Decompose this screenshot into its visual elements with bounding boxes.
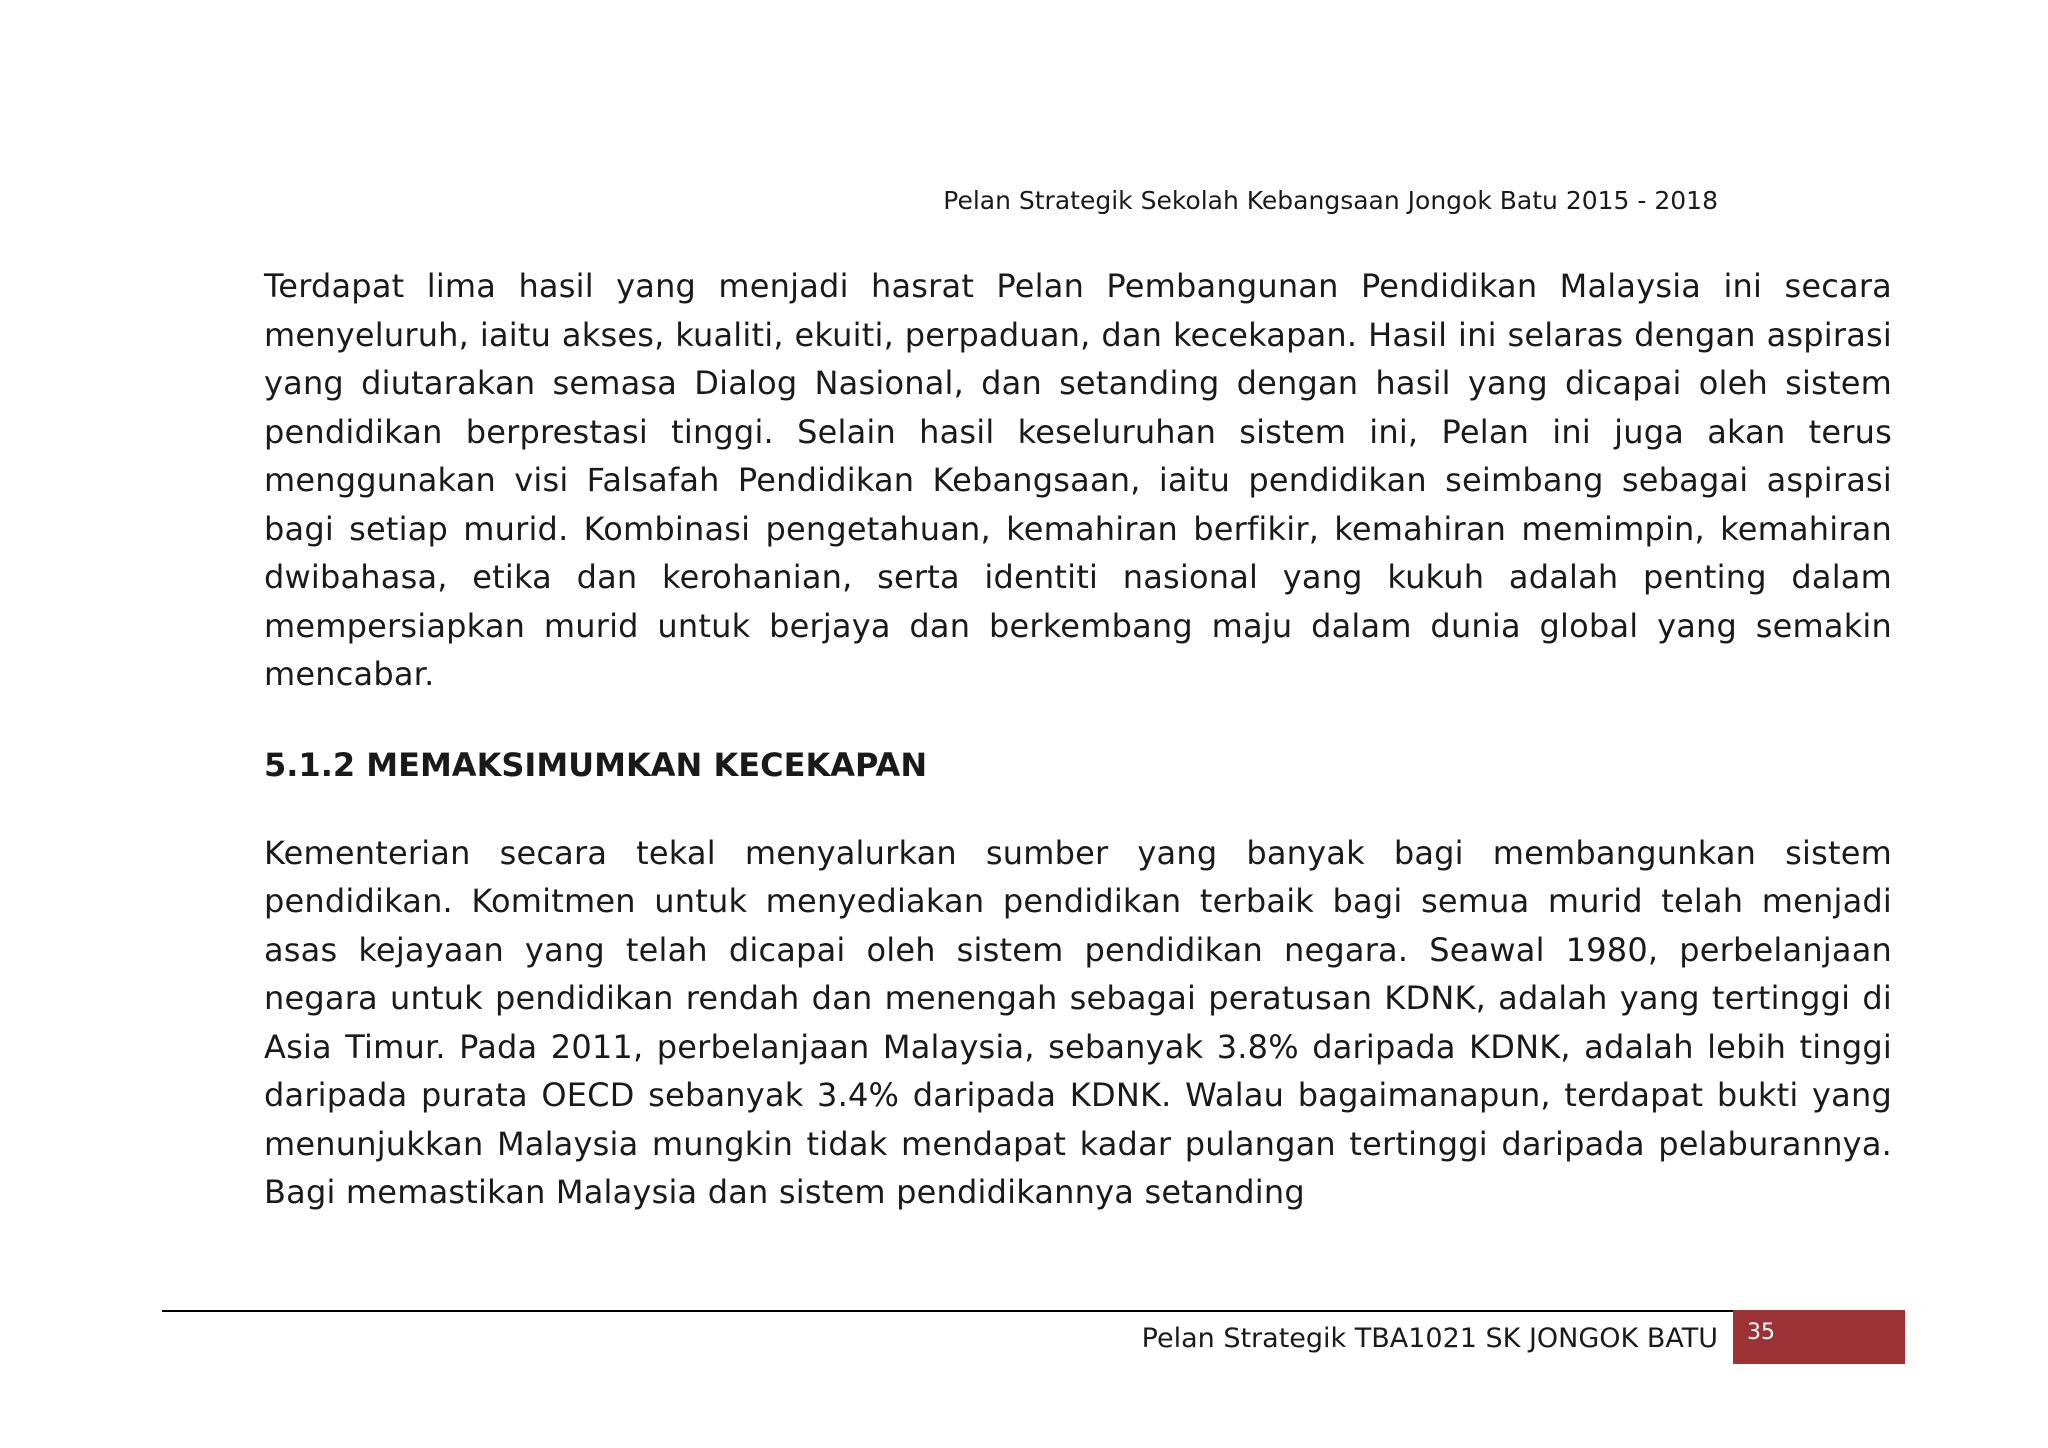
section-heading: 5.1.2 MEMAKSIMUMKAN KECEKAPAN — [264, 745, 928, 784]
running-header: Pelan Strategik Sekolah Kebangsaan Jongok Batu 2015 - 2018 — [943, 186, 1718, 215]
page-content — [264, 262, 1892, 1217]
page-number: 35 — [1747, 1320, 1775, 1345]
footer-divider — [162, 1310, 1733, 1312]
body-paragraph-2: Kementerian secara tekal menyalurkan sumber yang banyak bagi membangunkan sistem pendidikan. Komitmen untuk menyediakan pendidikan terbaik bagi semua murid telah menjadi asas kejayaan yang telah dicapai oleh sistem pendidikan negara. Seawal 1980, perbelanjaan negara untuk pendidikan rendah dan menengah sebagai peratusan KDNK, adalah yang tertinggi di Asia Timur. Pada 2011, perbelanjaan Malaysia, sebanyak 3.8% daripada KDNK, adalah lebih tinggi daripada purata OECD sebanyak 3.4% daripada KDNK. Walau bagaimanapun, terdapat bukti yang menunjukkan Malaysia mungkin tidak mendapat kadar pulangan tertinggi daripada pelaburannya. Bagi memastikan Malaysia dan sistem pendidikannya setanding — [264, 833, 1892, 1211]
body-paragraph-1: Terdapat lima hasil yang menjadi hasrat Pelan Pembangunan Pendidikan Malaysia ini secara menyeluruh, iaitu akses, kualiti, ekuiti, perpaduan, dan kecekapan. Hasil ini selaras dengan aspirasi yang diutarakan semasa Dialog Nasional, dan setanding dengan hasil yang dicapai oleh sistem pendidikan berprestasi tinggi. Selain hasil keseluruhan sistem ini, Pelan ini juga akan terus menggunakan visi Falsafah Pendidikan Kebangsaan, iaitu pendidikan seimbang sebagai aspirasi bagi setiap murid. Kombinasi pengetahuan, kemahiran berfikir, kemahiran memimpin, kemahiran dwibahasa, etika dan kerohanian, serta identiti nasional yang kukuh adalah penting dalam mempersiapkan murid untuk berjaya dan berkembang maju dalam dunia global yang semakin mencabar. — [264, 267, 1892, 693]
footer-title: Pelan Strategik TBA1021 SK JONGOK BATU — [1141, 1323, 1718, 1354]
page-number-box — [1733, 1310, 1905, 1364]
